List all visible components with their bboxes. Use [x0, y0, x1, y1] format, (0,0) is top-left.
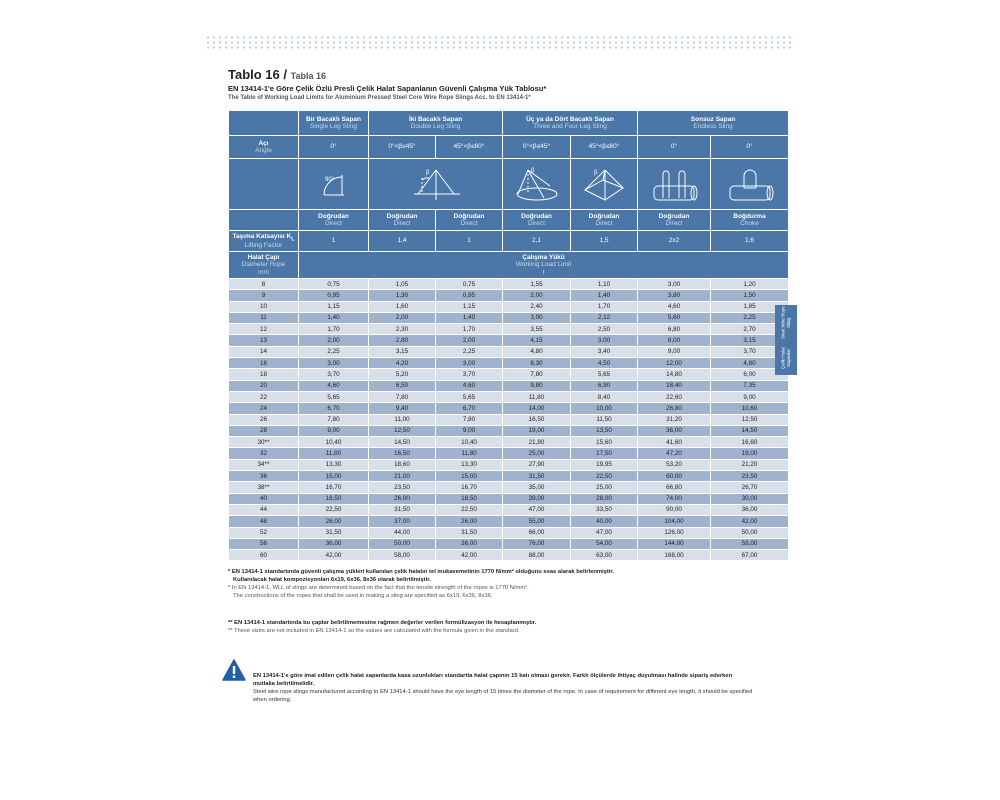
wll-cell: 39,00: [503, 493, 571, 504]
wll-cell: 4,60: [436, 380, 503, 391]
wll-cell: 28,00: [571, 493, 638, 504]
wll-cell: 26,80: [638, 403, 711, 414]
svg-text:β: β: [594, 170, 598, 176]
wll-cell: 4,80: [711, 358, 789, 369]
wll-cell: 22,50: [571, 471, 638, 482]
factor-cell: 1: [436, 231, 503, 252]
wll-cell: 31,50: [299, 527, 369, 538]
lifting-factor-label: Taşıma Katsayısı $K_L$ Lifting Factor: [229, 231, 299, 252]
wll-cell: 126,00: [638, 527, 711, 538]
table-row: [229, 324, 789, 335]
wll-cell: 3,00: [638, 279, 711, 290]
angle-cell: 0°<β≤45°: [503, 136, 571, 159]
factor-cell: 2x2: [638, 231, 711, 252]
wll-cell: 16,50: [369, 448, 436, 459]
wll-cell: 21,80: [503, 437, 571, 448]
wll-cell: 1,20: [711, 279, 789, 290]
heading-tr: EN 13414-1'e Göre Çelik Özlü Presli Çelik Halat Sapanlanın Güvenli Çalışma Yük Tablosu*: [228, 84, 547, 93]
wll-cell: 1,60: [369, 301, 436, 312]
wll-cell: 9,00: [638, 346, 711, 357]
wll-cell: 1,70: [571, 301, 638, 312]
three-leg-cone-icon: [503, 159, 571, 210]
wll-cell: 14,00: [503, 403, 571, 414]
wll-cell: 7,80: [299, 414, 369, 425]
wll-cell: 13,30: [299, 459, 369, 470]
table-row: [229, 414, 789, 425]
mode-cell: Doğrudan Direct: [369, 210, 436, 231]
wll-cell: 3,70: [436, 369, 503, 380]
wll-cell: 3,80: [638, 290, 711, 301]
wll-cell: 37,00: [369, 516, 436, 527]
group-header-endless: Sonsuz Sapan Endless Sling: [638, 111, 789, 136]
heading-en: The Table of Working Load Limits for Aluminium Pressed Steel Core Wire Rope Slings Acc. to EN 13414-1*: [228, 95, 531, 101]
table-row: [229, 358, 789, 369]
wll-cell: 16,60: [711, 437, 789, 448]
side-section-tab[interactable]: [775, 305, 797, 375]
wll-cell: 21,20: [711, 459, 789, 470]
wll-cell: 42,00: [299, 550, 369, 561]
wll-cell: 27,90: [503, 459, 571, 470]
endless-direct-icon: [638, 159, 711, 210]
wll-cell: 2,25: [299, 346, 369, 357]
wll-cell: 33,50: [571, 504, 638, 515]
angle-cell: 0°: [299, 136, 369, 159]
wll-cell: 3,15: [369, 346, 436, 357]
wll-cell: 35,00: [503, 482, 571, 493]
wll-cell: 2,12: [571, 312, 638, 323]
mode-cell: Boğdurma Choke: [711, 210, 789, 231]
wll-cell: 9,00: [436, 425, 503, 436]
wll-cell: 1,70: [299, 324, 369, 335]
dotted-decoration: [205, 35, 795, 49]
wll-cell: 5,65: [571, 369, 638, 380]
table-row: [229, 504, 789, 515]
wll-cell: 42,00: [436, 550, 503, 561]
wll-cell: 2,00: [436, 335, 503, 346]
wll-cell: 60,00: [638, 471, 711, 482]
wll-cell: 23,50: [369, 482, 436, 493]
footnote-2: [228, 619, 748, 635]
diameter-cell: 52: [229, 527, 299, 538]
wll-cell: 15,60: [571, 437, 638, 448]
table-row: [229, 279, 789, 290]
wll-cell: 10,60: [711, 403, 789, 414]
table-row: [229, 425, 789, 436]
group-header-single: Bir Bacaklı Sapan Single Leg Sling: [299, 111, 369, 136]
mode-label-cell: [229, 210, 299, 231]
wll-cell: 14,50: [711, 425, 789, 436]
wll-cell: 14,50: [369, 437, 436, 448]
wll-cell: 1,40: [571, 290, 638, 301]
wll-cell: 31,50: [369, 504, 436, 515]
table-row: [229, 527, 789, 538]
diameter-cell: 34**: [229, 459, 299, 470]
wll-cell: 168,00: [638, 550, 711, 561]
wll-cell: 19,00: [711, 448, 789, 459]
wll-cell: 2,00: [299, 335, 369, 346]
wll-cell: 90,00: [638, 504, 711, 515]
table-row: [229, 471, 789, 482]
mode-cell: Doğrudan Direct: [638, 210, 711, 231]
diameter-cell: 12: [229, 324, 299, 335]
diameter-cell: 14: [229, 346, 299, 357]
wll-cell: 44,00: [369, 527, 436, 538]
table-row: [229, 437, 789, 448]
wll-cell: 36,00: [638, 425, 711, 436]
wll-cell: 12,50: [711, 414, 789, 425]
angle-cell: 0°<β≤45°: [369, 136, 436, 159]
warning-en: Steel wire rope slings manufactured according to EN 13414-1 should have the eye length of 15 times the diameter of the rope. In case of requirement for different eye length, it should be specified when ordering.: [253, 689, 753, 704]
wll-cell: 144,00: [638, 538, 711, 549]
side-tab-en: Steel Wire Rope Sling: [780, 306, 791, 340]
wll-cell: 1,70: [436, 324, 503, 335]
factor-cell: 1,6: [711, 231, 789, 252]
mode-cell: Doğrudan Direct: [299, 210, 369, 231]
wll-table: [228, 110, 789, 561]
wll-cell: 3,00: [503, 312, 571, 323]
wll-cell: 5,20: [369, 369, 436, 380]
wll-cell: 1,50: [711, 290, 789, 301]
factor-cell: 1,4: [369, 231, 436, 252]
wll-cell: 3,00: [436, 358, 503, 369]
wll-cell: 16,50: [503, 414, 571, 425]
wll-cell: 9,00: [299, 425, 369, 436]
wll-cell: 25,00: [503, 448, 571, 459]
wll-cell: 26,00: [369, 493, 436, 504]
wll-cell: 67,00: [711, 550, 789, 561]
table-row: [229, 380, 789, 391]
wll-cell: 12,50: [369, 425, 436, 436]
diameter-cell: 20: [229, 380, 299, 391]
wll-cell: 10,40: [436, 437, 503, 448]
mode-cell: Doğrudan Direct: [503, 210, 571, 231]
wll-cell: 74,00: [638, 493, 711, 504]
diameter-cell: 8: [229, 279, 299, 290]
wll-cell: 2,25: [711, 312, 789, 323]
wll-cell: 13,30: [436, 459, 503, 470]
diameter-cell: 60: [229, 550, 299, 561]
wll-cell: 26,00: [299, 516, 369, 527]
wll-cell: 9,80: [503, 380, 571, 391]
wll-cell: 4,20: [369, 358, 436, 369]
angle-cell: 0°: [711, 136, 789, 159]
angle-cell: 45°<β≤60°: [571, 136, 638, 159]
note1-tr-a: * EN 13414-1 standartında güvenli çalışma yükleri kullanılan çelik halatın tel mukavemetinin 1770 N/mm² olduğunu esas alarak belirlenmiştir.: [228, 569, 614, 575]
diameter-cell: 16: [229, 358, 299, 369]
wll-cell: 47,00: [571, 527, 638, 538]
wll-cell: 19,00: [503, 425, 571, 436]
wll-cell: 1,30: [369, 290, 436, 301]
warning-tr: EN 13414-1'e göre imal edilen çelik halat sapanlarda kasa uzunlukları standartta halat çapının 15 katı olması gerekir. Farklı ölçülerde ihtiyaç duyulması halinde sipariş ederken mutlaka belirtilmelidir.: [253, 673, 733, 688]
wll-cell: 18,60: [369, 459, 436, 470]
table-row: [229, 391, 789, 402]
svg-text:β: β: [530, 168, 534, 174]
wll-cell: 26,70: [711, 482, 789, 493]
wll-cell: 19,95: [571, 459, 638, 470]
wll-cell: 2,40: [503, 301, 571, 312]
wll-cell: 31,20: [638, 414, 711, 425]
icon-label-cell: [229, 159, 299, 210]
wll-cell: 22,50: [299, 504, 369, 515]
wll-cell: 6,70: [436, 403, 503, 414]
wll-cell: 1,05: [369, 279, 436, 290]
wll-cell: 2,50: [571, 324, 638, 335]
wll-cell: 13,50: [571, 425, 638, 436]
single-leg-90deg-icon: [299, 159, 369, 210]
wll-cell: 7,80: [369, 391, 436, 402]
wll-cell: 7,35: [711, 380, 789, 391]
wll-cell: 11,80: [503, 391, 571, 402]
table-row: [229, 550, 789, 561]
wll-cell: 11,00: [369, 414, 436, 425]
wll-cell: 6,70: [299, 403, 369, 414]
table-row: [229, 448, 789, 459]
diameter-cell: 13: [229, 335, 299, 346]
wll-cell: 7,80: [503, 369, 571, 380]
wll-cell: 9,40: [369, 403, 436, 414]
wll-cell: 1,40: [436, 312, 503, 323]
svg-text:90°: 90°: [324, 177, 334, 183]
wll-cell: 54,00: [571, 538, 638, 549]
factor-cell: 1,5: [571, 231, 638, 252]
wll-cell: 6,90: [571, 380, 638, 391]
wll-cell: 22,60: [638, 391, 711, 402]
wll-cell: 66,80: [638, 482, 711, 493]
wll-cell: 31,50: [503, 471, 571, 482]
wll-cell: 8,40: [571, 391, 638, 402]
wll-cell: 3,00: [299, 358, 369, 369]
wll-cell: 58,00: [369, 550, 436, 561]
wll-cell: 63,00: [571, 550, 638, 561]
warning-icon: [222, 659, 246, 686]
group-header-double: İki Bacaklı Sapan Double Leg Sling: [369, 111, 503, 136]
note2-en: ** These sizes are not included in EN 13414-1 so the values are calculated with the formula given in the standard.: [228, 628, 520, 635]
wll-cell: 2,70: [711, 324, 789, 335]
diameter-cell: 24: [229, 403, 299, 414]
wll-cell: 12,00: [638, 358, 711, 369]
table-row: [229, 301, 789, 312]
table-row: [229, 369, 789, 380]
wll-cell: 6,50: [369, 380, 436, 391]
angle-label: Açı Angle: [229, 136, 299, 159]
wll-cell: 1,15: [436, 301, 503, 312]
table-row: [229, 459, 789, 470]
diameter-cell: 22: [229, 391, 299, 402]
diameter-cell: 10: [229, 301, 299, 312]
wll-cell: 7,80: [436, 414, 503, 425]
wll-cell: 16,70: [299, 482, 369, 493]
wll-cell: 15,00: [436, 471, 503, 482]
wll-cell: 36,00: [711, 504, 789, 515]
wll-cell: 21,00: [369, 471, 436, 482]
wll-cell: 14,80: [638, 369, 711, 380]
wll-cell: 3,70: [711, 346, 789, 357]
wll-cell: 18,50: [436, 493, 503, 504]
wll-cell: 2,25: [436, 346, 503, 357]
wll-cell: 3,15: [711, 335, 789, 346]
wll-cell: 30,00: [711, 493, 789, 504]
wll-cell: 58,00: [711, 538, 789, 549]
wll-cell: 66,00: [503, 527, 571, 538]
corner-cell: [229, 111, 299, 136]
diameter-cell: 40: [229, 493, 299, 504]
diameter-cell: 30**: [229, 437, 299, 448]
wll-cell: 6,00: [711, 369, 789, 380]
group-header-three-four: Üç ya da Dört Bacaklı Sapan Three and Four Leg Sling: [503, 111, 638, 136]
wll-cell: 11,80: [436, 448, 503, 459]
wll-cell: 4,60: [638, 301, 711, 312]
wll-cell: 4,15: [503, 335, 571, 346]
table-row: [229, 516, 789, 527]
wll-cell: 23,50: [711, 471, 789, 482]
footnote-1: [228, 568, 748, 600]
mode-cell: Doğrudan Direct: [571, 210, 638, 231]
diameter-cell: 32: [229, 448, 299, 459]
mode-cell: Doğrudan Direct: [436, 210, 503, 231]
wll-cell: 40,00: [571, 516, 638, 527]
note1-tr-b: Kullanılacak halat kompozisyonları 6x19, 6x36, 8x36 olarak belirtilmiştir.: [233, 577, 431, 584]
wll-cell: 1,85: [711, 301, 789, 312]
wll-cell: 3,00: [571, 335, 638, 346]
wll-cell: 42,00: [711, 516, 789, 527]
diameter-cell: 56: [229, 538, 299, 549]
table-row: [229, 335, 789, 346]
wll-cell: 3,70: [299, 369, 369, 380]
wll-cell: 25,00: [571, 482, 638, 493]
wll-cell: 6,30: [503, 358, 571, 369]
table-row: [229, 493, 789, 504]
svg-text:β: β: [425, 170, 429, 176]
four-leg-pyramid-icon: [571, 159, 638, 210]
wll-cell: 0,95: [299, 290, 369, 301]
wll-cell: 1,40: [299, 312, 369, 323]
page-title: [228, 67, 326, 82]
factor-cell: 2,1: [503, 231, 571, 252]
wll-cell: 18,50: [299, 493, 369, 504]
wll-cell: 5,60: [638, 312, 711, 323]
wll-cell: 4,50: [571, 358, 638, 369]
wll-cell: 18,40: [638, 380, 711, 391]
wll-cell: 36,00: [299, 538, 369, 549]
table-row: [229, 482, 789, 493]
table-row: [229, 312, 789, 323]
title-sub: Tabla 16: [290, 71, 326, 81]
note1-en-b: The constructions of the ropes that shall be used in making a sling are specified as 6x19, 6x36, 8x36.: [233, 593, 493, 600]
wll-cell: 1,10: [571, 279, 638, 290]
diameter-cell: 44: [229, 504, 299, 515]
diameter-label: Halat Çapı Diameter Rope mm: [229, 252, 299, 279]
side-tab-tr: Çelik Halat Sapanlar: [780, 347, 791, 369]
diameter-cell: 48: [229, 516, 299, 527]
wll-cell: 41,60: [638, 437, 711, 448]
wll-cell: 2,00: [369, 312, 436, 323]
wll-cell: 9,00: [711, 391, 789, 402]
note2-tr: ** EN 13414-1 standartında bu çaplar belirtilmemesine rağmen değerler verilen formülizasyon ile hesaplanmıştır.: [228, 620, 537, 626]
wll-label: Çalışma Yükü Working Load Limit t: [299, 252, 789, 279]
diameter-cell: 11: [229, 312, 299, 323]
wll-cell: 53,20: [638, 459, 711, 470]
wll-cell: 88,00: [503, 550, 571, 561]
wll-cell: 47,20: [638, 448, 711, 459]
wll-cell: 0,95: [436, 290, 503, 301]
wll-cell: 3,55: [503, 324, 571, 335]
wll-cell: 0,75: [436, 279, 503, 290]
table-row: [229, 346, 789, 357]
wll-cell: 10,40: [299, 437, 369, 448]
angle-cell: 45°<β≤60°: [436, 136, 503, 159]
wll-cell: 55,00: [503, 516, 571, 527]
wll-cell: 1,15: [299, 301, 369, 312]
table-row: [229, 538, 789, 549]
diameter-cell: 9: [229, 290, 299, 301]
wll-cell: 26,00: [436, 516, 503, 527]
wll-cell: 36,00: [436, 538, 503, 549]
wll-cell: 3,40: [571, 346, 638, 357]
angle-cell: 0°: [638, 136, 711, 159]
table-row: [229, 403, 789, 414]
wll-cell: 76,00: [503, 538, 571, 549]
wll-cell: 4,60: [299, 380, 369, 391]
factor-cell: 1: [299, 231, 369, 252]
diameter-cell: 28: [229, 425, 299, 436]
wll-cell: 11,50: [571, 414, 638, 425]
wll-cell: 50,00: [369, 538, 436, 549]
wll-cell: 5,65: [436, 391, 503, 402]
wll-cell: 11,80: [299, 448, 369, 459]
table-row: [229, 290, 789, 301]
note1-en-a: * In EN 13414-1, WLL of slings are determined based on the fact that the tensile strength of the ropes is 1770 N/mm².: [228, 585, 529, 592]
diameter-cell: 18: [229, 369, 299, 380]
wll-cell: 5,65: [299, 391, 369, 402]
warning-note: [253, 672, 753, 704]
wll-cell: 1,55: [503, 279, 571, 290]
wll-cell: 2,00: [503, 290, 571, 301]
title-main: Tablo 16 /: [228, 67, 287, 82]
endless-choke-icon: [711, 159, 789, 210]
wll-cell: 2,80: [369, 335, 436, 346]
wll-cell: 6,80: [638, 324, 711, 335]
diameter-cell: 36: [229, 471, 299, 482]
wll-cell: 10,00: [571, 403, 638, 414]
wll-cell: 47,00: [503, 504, 571, 515]
wll-cell: 22,50: [436, 504, 503, 515]
wll-cell: 2,30: [369, 324, 436, 335]
wll-cell: 50,00: [711, 527, 789, 538]
diameter-cell: 38**: [229, 482, 299, 493]
diameter-cell: 26: [229, 414, 299, 425]
wll-cell: 31,50: [436, 527, 503, 538]
wll-cell: 17,50: [571, 448, 638, 459]
wll-cell: 16,70: [436, 482, 503, 493]
wll-cell: 8,00: [638, 335, 711, 346]
wll-cell: 4,80: [503, 346, 571, 357]
wll-cell: 15,00: [299, 471, 369, 482]
wll-cell: 104,00: [638, 516, 711, 527]
wll-cell: 0,75: [299, 279, 369, 290]
double-leg-beta-icon: [369, 159, 503, 210]
